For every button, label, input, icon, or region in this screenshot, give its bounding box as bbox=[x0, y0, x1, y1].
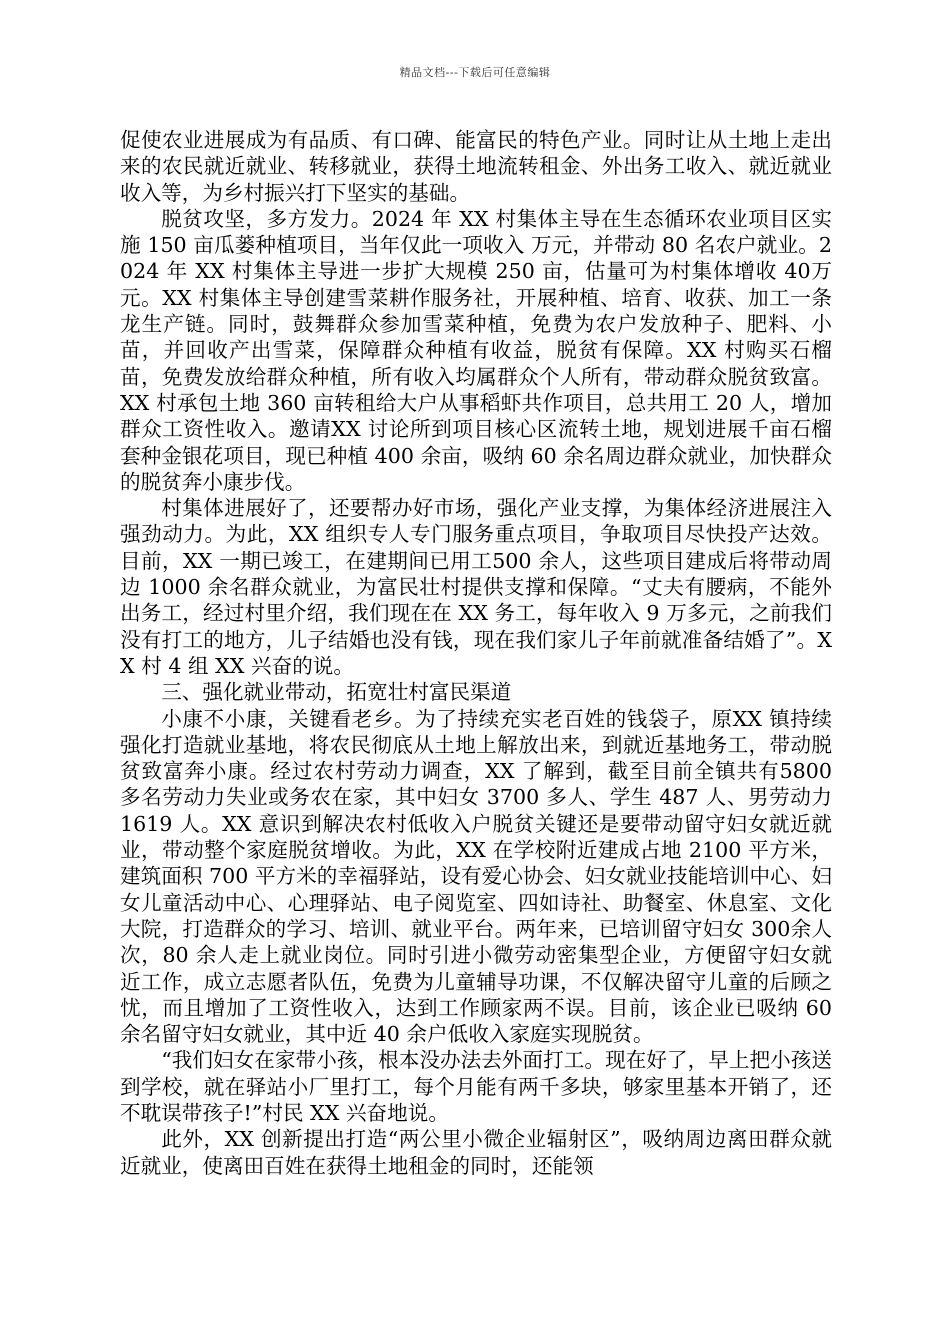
paragraph: 脱贫攻坚，多方发力。2024 年 XX 村集体主导在生态循环农业项目区实施 150 亩瓜蒌种植项目，当年仅此一项收入 万元，并带动 80 名农户就业。2024 年 XX 村集体主导进一步扩大规模 250 亩，估量可为村集体增收 40万元。XX 村集体主导创建雪菜耕作服务社，开展种植、培育、收获、加工一条龙生产链。同时，鼓舞群众参加雪菜种植，免费为农户发放种子、肥料、小苗，并回收产出雪菜，保障群众种植有收益，脱贫有保障。XX 村购买石榴苗，免费发放给群众种植，所有收入均属群众个人所有，带动群众脱贫致富。XX 村承包土地 360 亩转租给大户从事稻虾共作项目，总共用工 20 人，增加群众工资性收入。邀请XX 讨论所到项目核心区流转土地，规划进展千亩石榴套种金银花项目，现已种植 400 余亩，吸纳 60 余名周边群众就业，加快群众的脱贫奔小康步伐。 bbox=[120, 206, 832, 494]
paragraph: 此外，XX 创新提出打造“两公里小微企业辐射区”，吸纳周边离田群众就近就业，使离田百姓在获得土地租金的同时，还能领 bbox=[120, 1127, 832, 1178]
document-body bbox=[120, 127, 832, 1179]
paragraph: 促使农业进展成为有品质、有口碑、能富民的特色产业。同时让从土地上走出来的农民就近就业、转移就业，获得土地流转租金、外出务工收入、就近就业收入等，为乡村振兴打下坚实的基础。 bbox=[120, 128, 832, 205]
paragraph: 村集体进展好了，还要帮办好市场，强化产业支撑，为集体经济进展注入强劲动力。为此，XX 组织专人专门服务重点项目，争取项目尽快投产达效。目前，XX 一期已竣工，在建期间已用工500 余人，这些项目建成后将带动周边 1000 余名群众就业，为富民壮村提供支撑和保障。“丈夫有腰病，不能外出务工，经过村里介绍，我们现在在 XX 务工，每年收入 9 万多元，之前我们没有打工的地方，儿子结婚也没有钱，现在我们家儿子年前就准备结婚了”。XX 村 4 组 XX 兴奋的说。 bbox=[120, 496, 832, 678]
section-heading: 三、强化就业带动，拓宽壮村富民渠道 bbox=[161, 680, 512, 705]
paragraph: 小康不小康，关键看老乡。为了持续充实老百姓的钱袋子，原XX 镇持续强化打造就业基地，将农民彻底从土地上解放出来，到就近基地务工，带动脱贫致富奔小康。经过农村劳动力调查，XX 了解到，截至目前全镇共有5800 多名劳动力失业或务农在家，其中妇女 3700 多人、学生 487 人、男劳动力 1619 人。XX 意识到解决农村低收入户脱贫关键还是要带动留守妇女就近就业，带动整个家庭脱贫增收。为此，XX 在学校附近建成占地 2100 平方米，建筑面积 700 平方米的幸福驿站，设有爱心协会、妇女就业技能培训中心、妇女儿童活动中心、心理驿站、电子阅览室、四如诗社、助餐室、休息室、文化大院，打造群众的学习、培训、就业平台。两年来，已培训留守妇女 300余人次，80 余人走上就业岗位。同时引进小微劳动密集型企业，方便留守妇女就近工作，成立志愿者队伍，免费为儿童辅导功课，不仅解决留守儿童的后顾之忧，而且增加了工资性收入，达到工作顾家两不误。目前，该企业已吸纳 60 余名留守妇女就业，其中近 40 余户低收入家庭实现脱贫。 bbox=[120, 706, 832, 1047]
paragraph: “我们妇女在家带小孩，根本没办法去外面打工。现在好了，早上把小孩送到学校，就在驿站小厂里打工，每个月能有两千多块，够家里基本开销了，还不耽误带孩子!”村民 XX 兴奋地说。 bbox=[120, 1048, 832, 1125]
page-header: 精品文档---下载后可任意编辑 bbox=[399, 66, 551, 79]
